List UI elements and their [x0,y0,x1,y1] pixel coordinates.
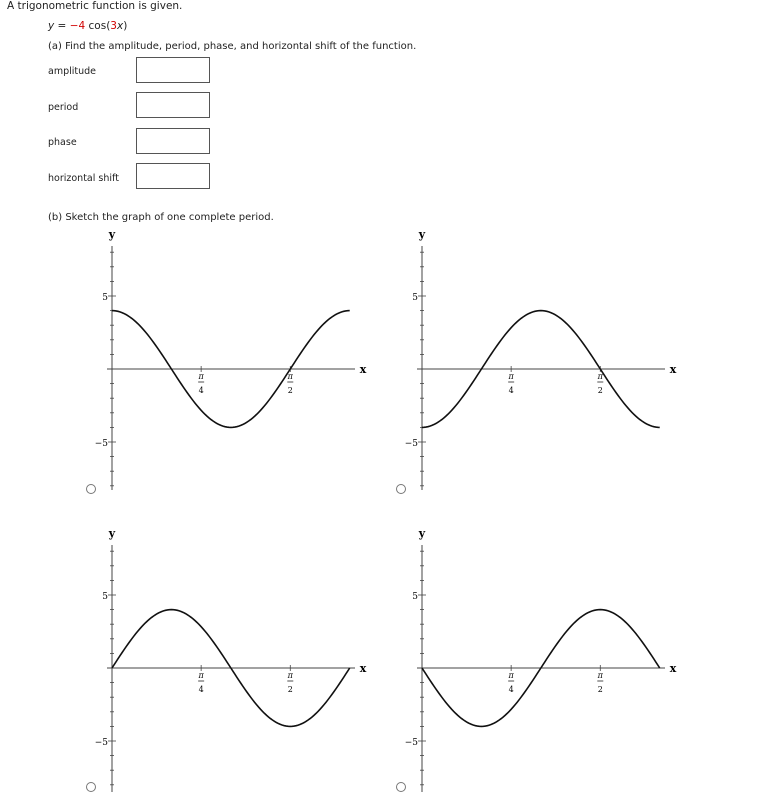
graph-c-y-label: y [108,527,116,540]
part-b-prompt: (b) Sketch the graph of one complete period. [48,212,274,223]
period-label: period [48,102,79,113]
equation-function: cos( [85,20,111,32]
problem-intro: A trigonometric function is given. [7,0,183,12]
part-a-prompt: (a) Find the amplitude, period, phase, and horizontal shift of the function. [48,41,417,52]
graph-b-ytick-label: −5 [404,439,418,449]
amplitude-input[interactable] [136,57,210,83]
graph-c-ytick-label: −5 [94,738,108,748]
graph-b-xtick-num: π [508,372,514,381]
graph-c-xtick-den: 4 [198,685,204,694]
graph-a-ytick-label: 5 [102,293,108,303]
graph-a-xtick-den: 4 [198,386,204,395]
phase-label: phase [48,137,77,148]
graph-d-xtick-num: π [597,671,603,680]
graph-a-xtick-num: π [287,372,293,381]
graph-a-ytick-label: −5 [94,439,108,449]
equation-arg-coefficient: 3 [110,20,117,32]
equation-coefficient: −4 [69,20,86,32]
graph-d-xtick-den: 2 [597,685,603,694]
graph-a-xtick-num: π [198,372,204,381]
graph-c-xtick-num: π [287,671,293,680]
graph-c-xtick-den: 2 [287,685,293,694]
function-equation [48,20,127,32]
graph-b-y-label: y [418,228,426,241]
graph-c-x-label: x [359,662,367,675]
graph-c-curve [112,610,350,727]
period-input[interactable] [136,92,210,118]
horizontal-shift-label: horizontal shift [48,173,119,184]
graph-a-y-label: y [108,228,116,241]
graph-b-xtick-num: π [597,372,603,381]
graph-b-xtick-den: 2 [597,386,603,395]
graph-b-radio[interactable] [397,485,406,494]
graph-d-xtick-num: π [508,671,514,680]
graph-b-x-label: x [669,363,677,376]
graph-d-y-label: y [418,527,426,540]
graph-b-ytick-label: 5 [412,293,418,303]
equation-arg-variable: x [116,20,124,32]
graph-a-x-label: x [359,363,367,376]
graph-a-xtick-den: 2 [287,386,293,395]
phase-input[interactable] [136,128,210,154]
graph-a-curve [112,311,350,428]
graph-d-xtick-den: 4 [508,685,514,694]
amplitude-label: amplitude [48,66,97,77]
graph-d-ytick-label: −5 [404,738,418,748]
graph-b-curve [422,311,660,428]
graph-d-curve [422,610,660,727]
graph-c-ytick-label: 5 [102,592,108,602]
graph-b-xtick-den: 4 [508,386,514,395]
equation-equals: = [54,20,70,32]
graph-c-xtick-num: π [198,671,204,680]
graph-d-radio[interactable] [397,783,406,792]
equation-close: ) [123,20,128,32]
horizontal-shift-input[interactable] [136,163,210,189]
graph-d-ytick-label: 5 [412,592,418,602]
graph-d-x-label: x [669,662,677,675]
graph-c-radio[interactable] [87,783,96,792]
equation-lhs: y [48,20,55,32]
graph-a-radio[interactable] [87,485,96,494]
